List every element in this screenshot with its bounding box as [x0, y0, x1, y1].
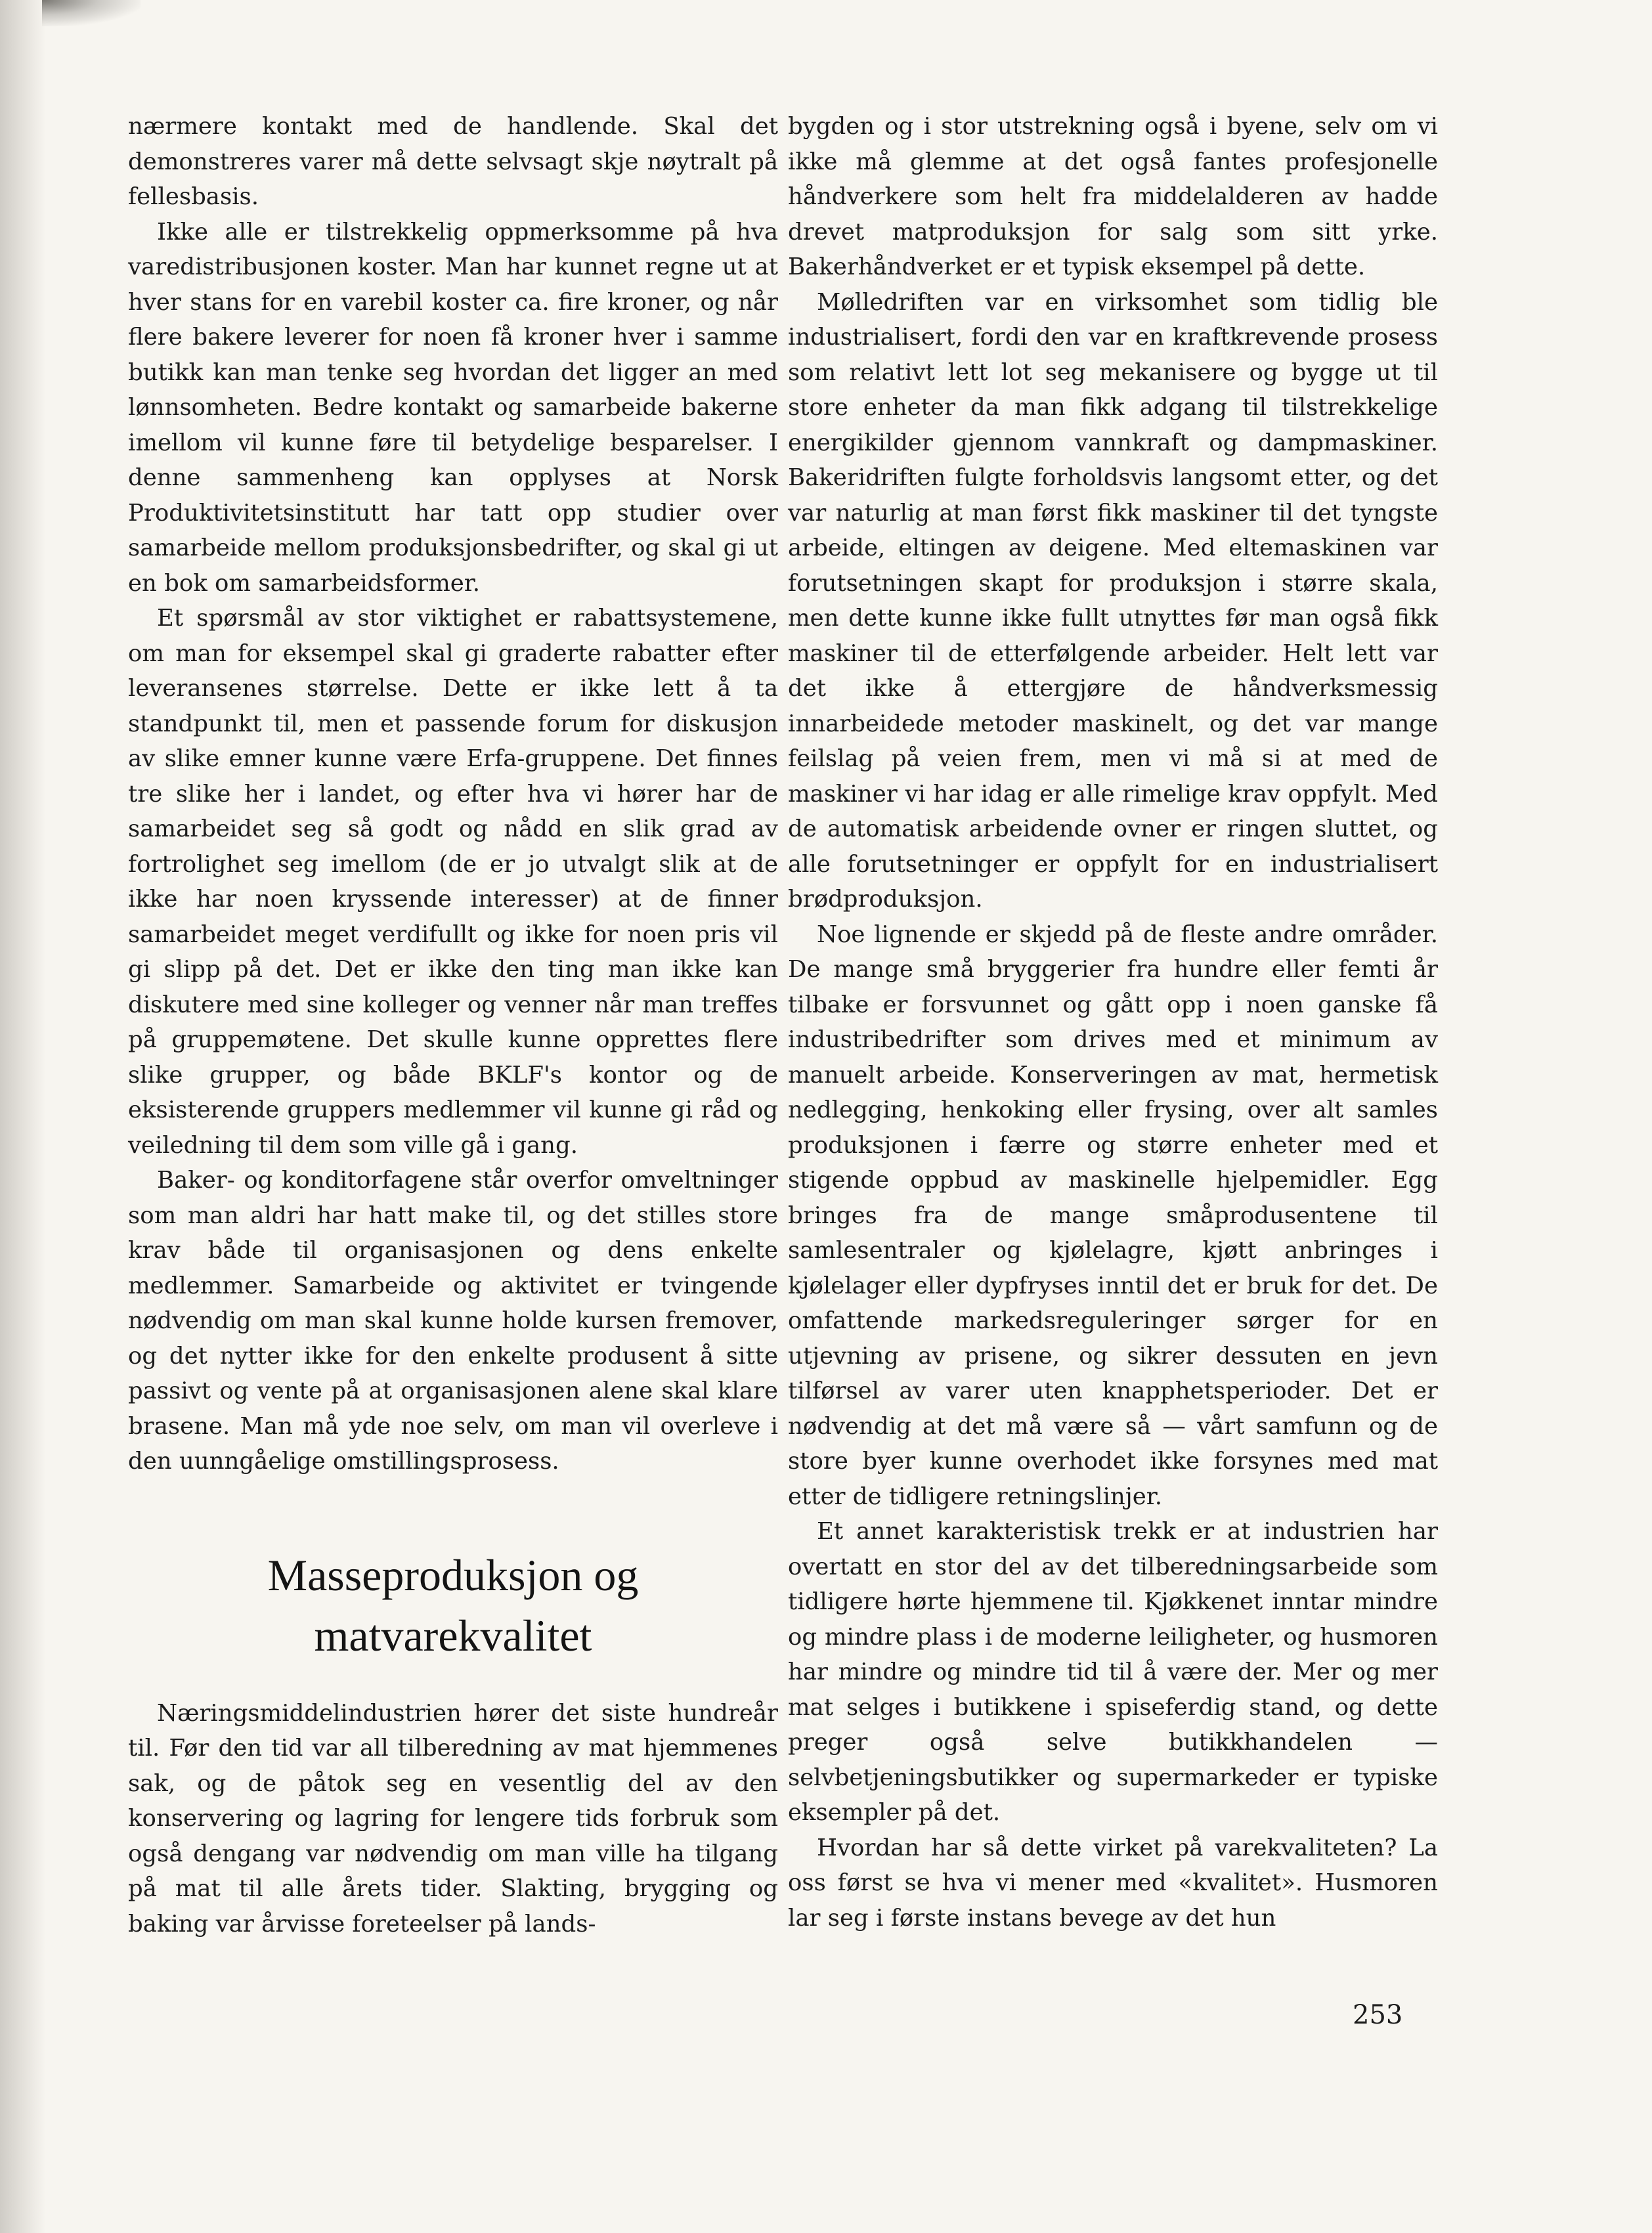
heading-line: Masseproduksjon og [267, 1550, 639, 1600]
paragraph: Noe lignende er skjedd på de fleste andre områder. De mange små bryggerier fra hundre eller femti år tilbake er forsvunnet og gått opp i noen ganske få industribedrifter som drives med et minimum av manuelt arbeide. Konserveringen av mat, hermetisk nedlegging, henkoking eller frysing, over alt samles produksjonen i færre og større enheter med et stigende oppbud av maskinelle hjelpemidler. Egg bringes fra de mange småprodusentene til samlesentraler og kjølelagre, kjøtt anbringes i kjølelager eller dypfryses inntil det er bruk for det. De omfattende markedsreguleringer sørger for en utjevning av prisene, og sikrer dessuten en jevn tilførsel av varer uten knapphetsperioder. Det er nødvendig at det må være så — vårt samfunn og de store byer kunne overhodet ikke forsynes med mat etter de tidligere retningslinjer. [788, 921, 1438, 1510]
page-corner-shadow [42, 0, 141, 26]
left-column [128, 109, 778, 1941]
paragraph: nærmere kontakt med de handlende. Skal det demonstreres varer må dette selvsagt skje nøytralt på fellesbasis. [128, 113, 778, 210]
paragraph: Ikke alle er tilstrekkelig oppmerksomme på hva varedistribusjonen koster. Man har kunnet regne ut at hver stans for en varebil koster ca. fire kroner, og når flere bakere leverer for noen få kroner hver i samme butikk kan man tenke seg hvordan det ligger an med lønnsomheten. Bedre kontakt og samarbeide bakerne imellom vil kunne føre til betydelige besparelser. I denne sammenheng kan opplyses at Norsk Produktivitetsinstitutt har tatt opp studier over samarbeide mellom produksjonsbedrifter, og skal gi ut en bok om samarbeidsformer. [128, 218, 778, 597]
heading-line: matvarekvalitet [314, 1610, 592, 1660]
paragraph: Et annet karakteristisk trekk er at industrien har overtatt en stor del av det tilberedningsarbeide som tidligere hørte hjemmene til. Kjøkkenet inntar mindre og mindre plass i de moderne leiligheter, og husmoren har mindre og mindre tid til å være der. Mer og mer mat selges i butikkene i spiseferdig stand, og dette preger også selve butikkhandelen — selvbetjeningsbutikker og supermarkeder er typiske eksempler på det. [788, 1518, 1438, 1826]
section-heading [128, 1545, 778, 1666]
paragraph: Et spørsmål av stor viktighet er rabattsystemene, om man for eksempel skal gi graderte rabatter efter leveransenes størrelse. Dette er ikke lett å ta standpunkt til, men et passende forum for diskusjon av slike emner kunne være Erfa-gruppene. Det finnes tre slike her i landet, og efter hva vi hører har de samarbeidet seg så godt og nådd en slik grad av fortrolighet seg imellom (de er jo utvalgt slik at de ikke har noen kryssende interesser) at de finner samarbeidet meget verdifullt og ikke for noen pris vil gi slipp på det. Det er ikke den ting man ikke kan diskutere med sine kolleger og venner når man treffes på gruppemøtene. Det skulle kunne opprettes flere slike grupper, og både BKLF's kontor og de eksisterende gruppers medlemmer vil kunne gi råd og veiledning til dem som ville gå i gang. [128, 605, 778, 1159]
paragraph: Hvordan har så dette virket på varekvaliteten? La oss først se hva vi mener med «kvalitet». Husmoren lar seg i første instans bevege av det hun [788, 1834, 1438, 1932]
right-column [788, 109, 1438, 1936]
paragraph: Næringsmiddelindustrien hører det siste hundreår til. Før den tid var all tilberedning av mat hjemmenes sak, og de påtok seg en vesentlig del av den konservering og lagring for lengere tids forbruk som også dengang var nødvendig om man ville ha tilgang på mat til alle årets tider. Slakting, brygging og baking var årvisse foreteelser på lands- [128, 1699, 778, 1938]
page-number: 253 [1353, 2000, 1403, 2030]
paragraph: Mølledriften var en virksomhet som tidlig ble industrialisert, fordi den var en kraftkrevende prosess som relativt lett lot seg mekanisere og bygge ut til store enheter da man fikk adgang til tilstrekkelige energikilder gjennom vannkraft og dampmaskiner. Bakeridriften fulgte forholdsvis langsomt etter, og det var naturlig at man først fikk maskiner til det tyngste arbeide, eltingen av deigene. Med eltemaskinen var forutsetningen skapt for produksjon i større skala, men dette kunne ikke fullt utnyttes før man også fikk maskiner til de etterfølgende arbeider. Helt lett var det ikke å ettergjøre de håndverksmessig innarbeidede metoder maskinelt, og det var mange feilslag på veien frem, men vi må si at med de maskiner vi har idag er alle rimelige krav oppfylt. Med de automatisk arbeidende ovner er ringen sluttet, og alle forutsetninger er oppfylt for en industrialisert brødproduksjon. [788, 288, 1438, 913]
paragraph: bygden og i stor utstrekning også i byene, selv om vi ikke må glemme at det også fantes profesjonelle håndverkere som helt fra middelalderen av hadde drevet matproduksjon for salg som sitt yrke. Bakerhåndverket er et typisk eksempel på dette. [788, 113, 1438, 280]
page-binding-shadow [0, 0, 46, 2233]
paragraph: Baker- og konditorfagene står overfor omveltninger som man aldri har hatt make til, og det stilles store krav både til organisasjonen og dens enkelte medlemmer. Samarbeide og aktivitet er tvingende nødvendig om man skal kunne holde kursen fremover, og det nytter ikke for den enkelte produsent å sitte passivt og vente på at organisasjonen alene skal klare brasene. Man må yde noe selv, om man vil overleve i den uunngåelige omstillingsprosess. [128, 1167, 778, 1475]
